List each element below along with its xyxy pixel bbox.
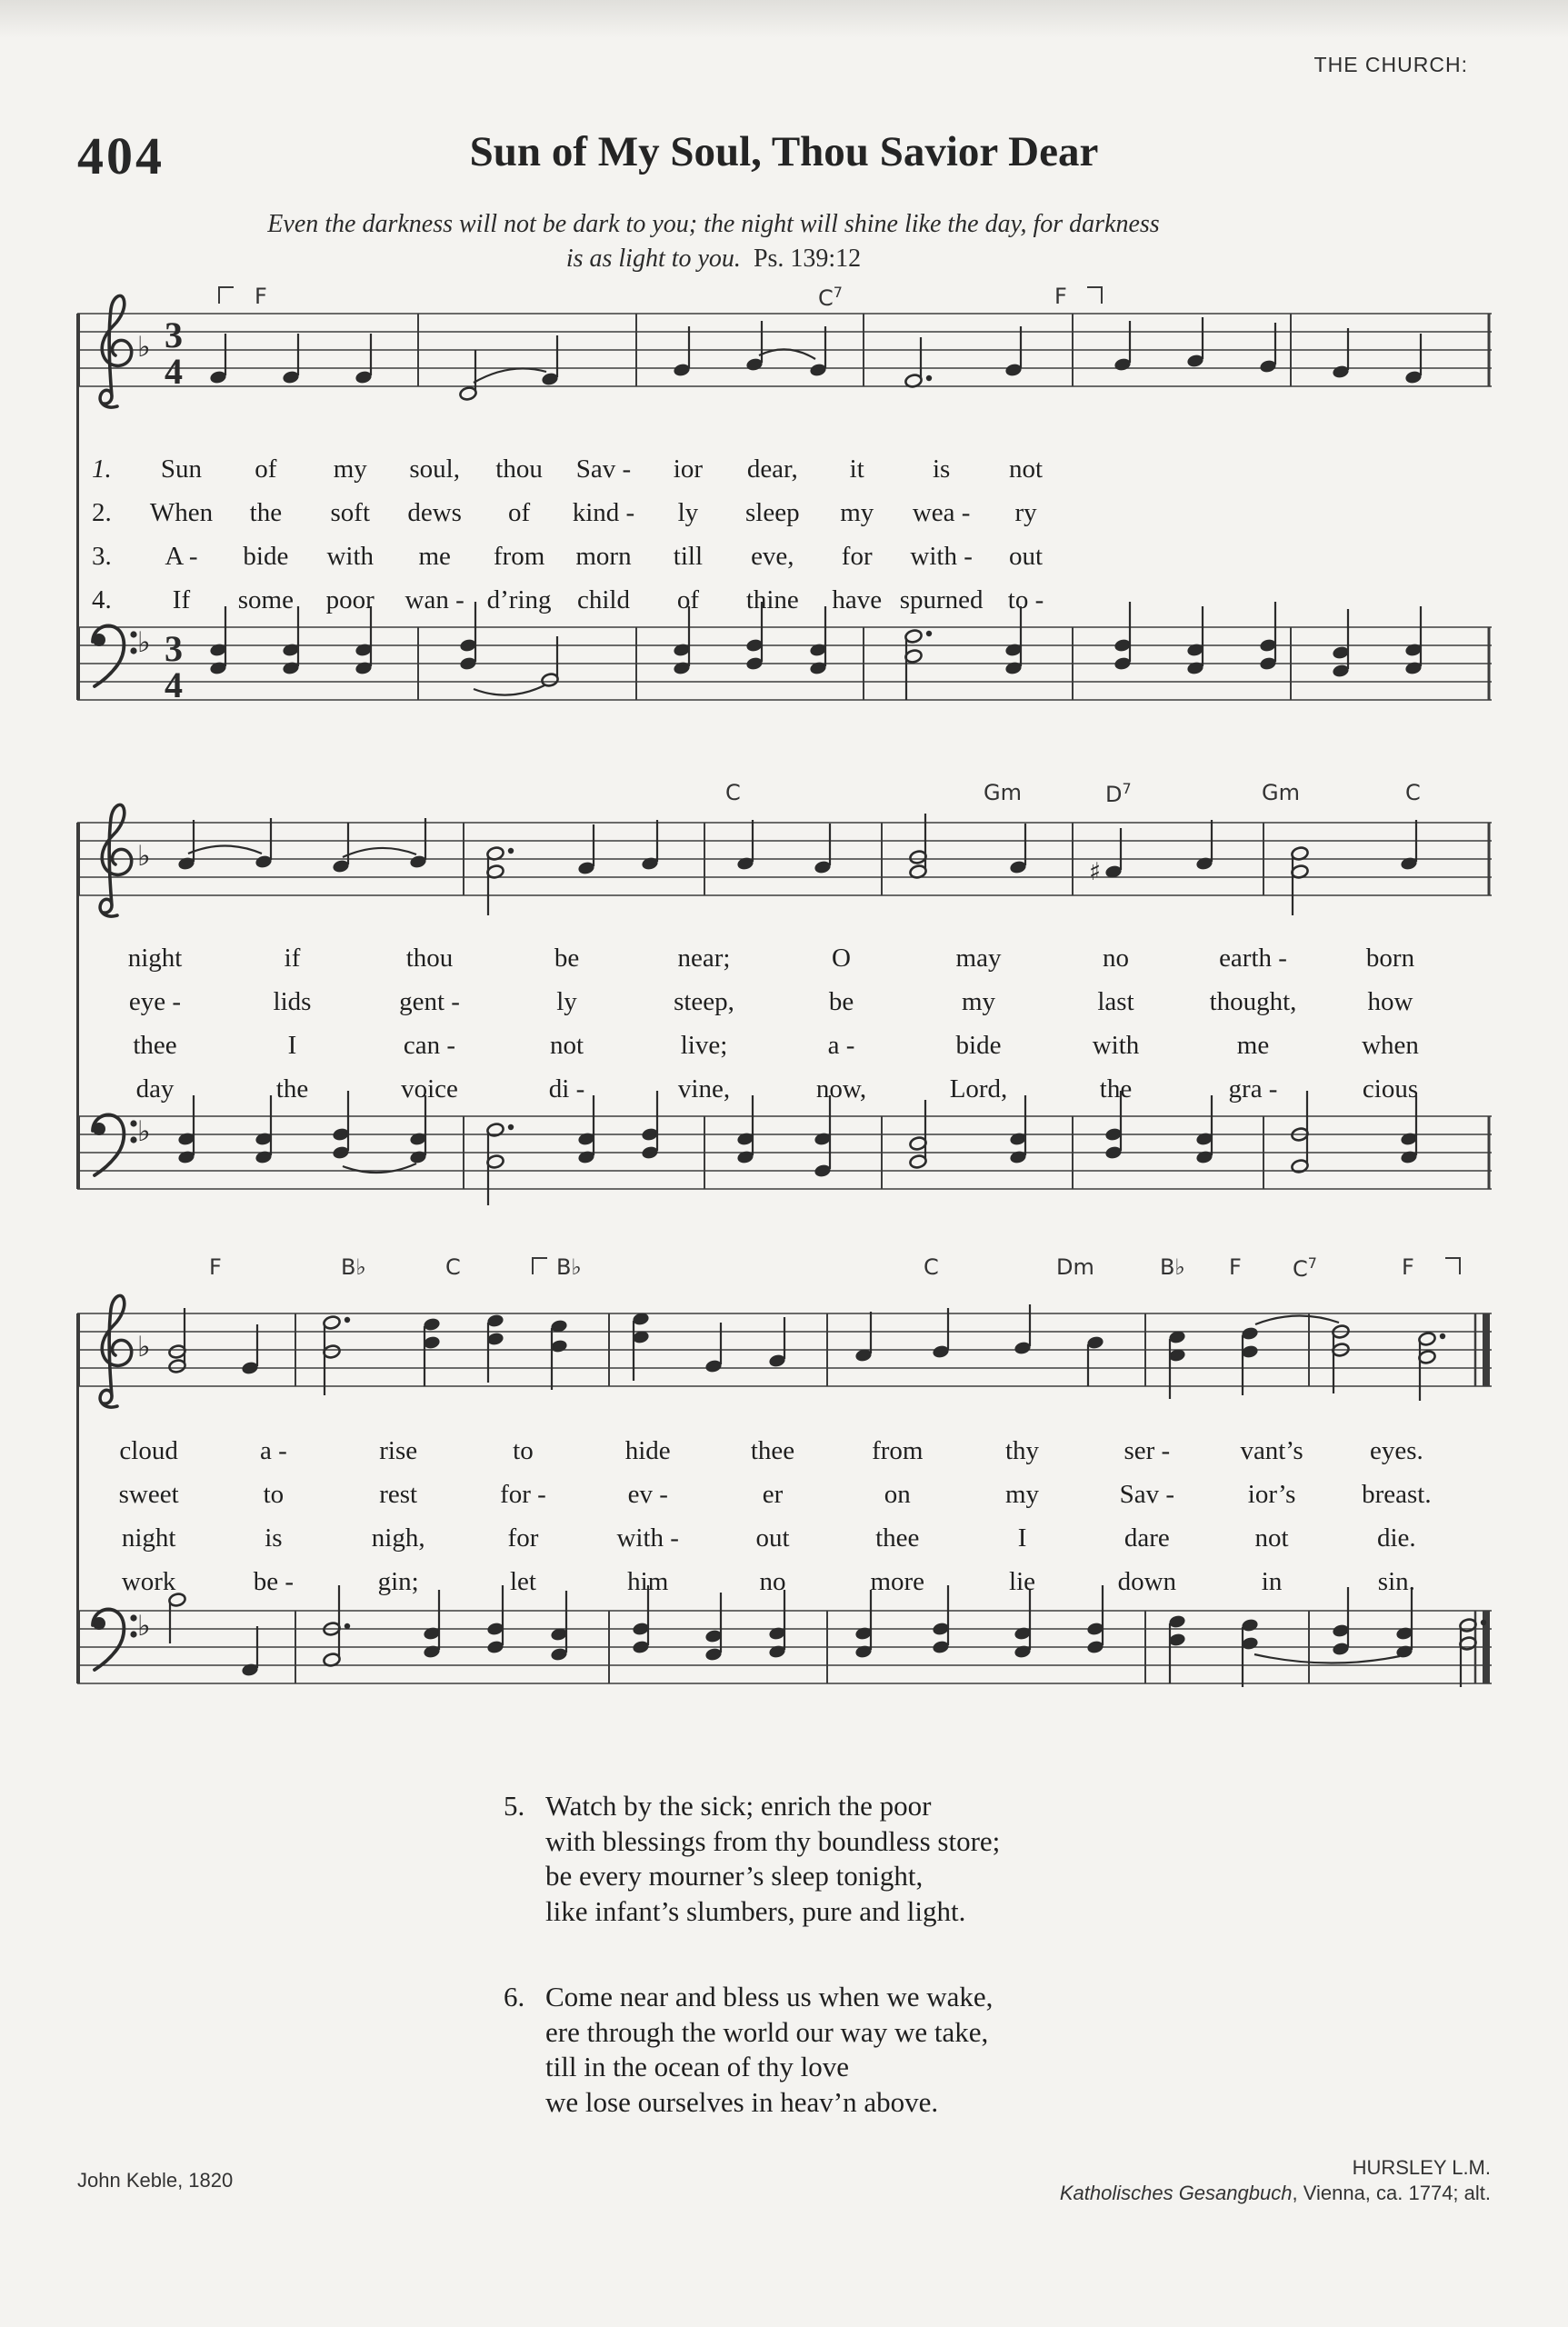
lyric-syllable: dare — [1124, 1523, 1170, 1553]
lyric-syllable: last — [1097, 986, 1134, 1016]
hymn-number: 404 — [77, 126, 165, 185]
lyric-syllable: child — [576, 584, 630, 614]
lyric-syllable: let — [509, 1566, 536, 1596]
lyric-syllable: born — [1365, 943, 1415, 973]
augmentation-dot — [508, 1124, 514, 1130]
lyric-syllable: gent - — [399, 986, 460, 1016]
lyric-syllable: Lord, — [949, 1074, 1008, 1104]
lyric-syllable: poor — [325, 584, 375, 614]
lyric-syllable: the — [249, 497, 283, 527]
scan-top-shade — [0, 0, 1568, 38]
tune-source-title: Katholisches Gesangbuch — [1059, 2182, 1293, 2204]
lyric-syllable: earth - — [1219, 943, 1287, 973]
accidental-sharp: ♯ — [1089, 858, 1102, 886]
system-barline-2 — [76, 823, 79, 1189]
lyric-syllable: from — [872, 1435, 924, 1465]
lyric-syllable: with - — [910, 541, 973, 571]
lyric-syllable: more — [870, 1566, 925, 1596]
lyric-syllable: hide — [624, 1435, 671, 1465]
lyric-syllable: gra - — [1228, 1074, 1278, 1104]
lyric-syllable: spurned — [899, 584, 984, 614]
lyric-syllable: my — [333, 454, 367, 484]
lyric-syllable: day — [135, 1074, 175, 1104]
lyric-syllable: wea - — [912, 497, 971, 527]
lyric-syllable: him — [627, 1566, 669, 1596]
verse-number: 3. — [92, 541, 112, 571]
chord-symbol: Gm — [1262, 780, 1300, 805]
lyric-syllable: breast. — [1362, 1479, 1432, 1509]
verse-line: like infant’s slumbers, pure and light. — [545, 1894, 966, 1927]
tune-source — [1060, 2182, 1491, 2205]
chord-symbol: B♭ — [341, 1254, 366, 1280]
lyric-syllable: to — [513, 1435, 534, 1465]
lyric-syllable: steep, — [674, 986, 734, 1016]
lyric-syllable: ry — [1014, 497, 1037, 527]
lyric-syllable: eye - — [128, 986, 182, 1016]
lyric-syllable: me — [418, 541, 451, 571]
verse-line: with blessings from thy boundless store; — [545, 1824, 1001, 1857]
chord-symbol: C — [924, 1254, 939, 1280]
verse-5-lines — [545, 1789, 1000, 1929]
lyric-syllable: ly — [556, 986, 577, 1016]
tie — [1255, 1315, 1339, 1324]
lyric-syllable: night — [127, 943, 183, 973]
tie — [474, 685, 544, 695]
verse-line: be every mourner’s sleep tonight, — [545, 1860, 924, 1892]
lyric-syllable: on — [884, 1479, 911, 1509]
verse-6-lines — [545, 1980, 993, 2120]
lyric-syllable: gin; — [377, 1566, 419, 1596]
treble-staff-3 — [77, 1268, 1495, 1445]
lyric-syllable: have — [832, 584, 883, 614]
lyric-syllable: A - — [165, 541, 198, 571]
lyric-syllable: rest — [379, 1479, 418, 1509]
lyric-syllable: be — [828, 986, 854, 1016]
lyrics-system-2 — [86, 936, 1459, 1111]
system-barline-1 — [76, 314, 79, 700]
lyric-syllable: ev - — [627, 1479, 668, 1509]
lyric-syllable: for - — [500, 1479, 546, 1509]
key-signature-flat: ♭ — [137, 1115, 151, 1148]
chord-symbol: B♭ — [1160, 1254, 1185, 1280]
lyric-syllable: be - — [253, 1566, 295, 1596]
tie — [188, 846, 262, 854]
chord-symbol: C — [725, 780, 741, 805]
verse-line: Come near and bless us when we wake, — [545, 1981, 994, 2012]
tune-source-rest: , Vienna, ca. 1774; alt. — [1292, 2182, 1491, 2204]
lyric-syllable: to - — [1007, 584, 1044, 614]
chord-symbol: $C^7$ — [1293, 1254, 1317, 1282]
lyric-syllable: ser - — [1124, 1435, 1171, 1465]
lyric-syllable: When — [149, 497, 214, 527]
chord-symbol: $C^7$ — [818, 284, 843, 311]
scripture-quote — [0, 207, 1427, 276]
chord-extension: 7 — [1122, 780, 1132, 797]
lyric-syllable: thought, — [1209, 986, 1297, 1016]
time-signature-top: 3 — [165, 315, 183, 355]
verse-line: Watch by the sick; enrich the poor — [545, 1790, 932, 1822]
author-credit: John Keble, 1820 — [77, 2169, 234, 2192]
augmentation-dot — [508, 848, 514, 854]
chord-extension: 7 — [833, 284, 843, 301]
lyric-syllable: night — [121, 1523, 176, 1553]
lyric-syllable: thy — [1005, 1435, 1040, 1465]
lyric-syllable: vine, — [677, 1074, 731, 1104]
lyric-syllable: no — [759, 1566, 786, 1596]
chord-symbol: F — [1229, 1254, 1242, 1280]
time-signature-top: 3 — [165, 628, 183, 669]
key-signature-flat: ♭ — [137, 1610, 151, 1643]
scripture-line2: is as light to you. — [565, 245, 741, 273]
lyric-syllable: thou — [495, 454, 543, 484]
bass-staff-3 — [77, 1583, 1495, 1743]
lyric-syllable: no — [1103, 943, 1129, 973]
lyric-syllable: is — [265, 1523, 283, 1553]
lyric-syllable: till — [673, 541, 704, 571]
key-signature-flat: ♭ — [137, 840, 151, 873]
hymn-title: Sun of My Soul, Thou Savior Dear — [469, 128, 1099, 175]
lyrics-system-1 — [86, 447, 1068, 622]
tune-name: HURSLEY L.M. — [1352, 2156, 1491, 2179]
bass-clef-icon — [93, 1114, 137, 1175]
lyric-syllable: lids — [273, 986, 312, 1016]
system-barline-3 — [76, 1313, 79, 1683]
lyric-syllable: is — [932, 454, 951, 484]
lyric-syllable: kind - — [572, 497, 635, 527]
bass-clef-icon — [93, 1609, 137, 1670]
lyrics-system-3 — [86, 1429, 1459, 1603]
verse-line: ere through the world our way we take, — [545, 2015, 989, 2048]
tie — [1254, 1654, 1400, 1663]
lyric-syllable: wan - — [404, 584, 464, 614]
lyric-syllable: not — [549, 1030, 584, 1060]
lyric-syllable: ior — [673, 454, 704, 484]
lyric-syllable: thee — [133, 1030, 177, 1060]
lyric-syllable: near; — [677, 943, 731, 973]
lyric-syllable: d’ring — [486, 584, 552, 614]
lyric-syllable: sin. — [1377, 1566, 1415, 1596]
lyric-syllable: some — [237, 584, 294, 614]
lyric-syllable: of — [507, 497, 531, 527]
lyric-syllable: how — [1367, 986, 1413, 1016]
lyric-syllable: er — [762, 1479, 784, 1509]
treble-staff-2 — [77, 777, 1495, 954]
time-signature-bottom: 4 — [165, 664, 183, 705]
chord-symbol: Gm — [984, 780, 1022, 805]
lyric-syllable: thou — [405, 943, 454, 973]
scripture-line1: Even the darkness will not be dark to you; the night will shine like the day, for darkness — [267, 210, 1160, 238]
chord-symbol: F — [1402, 1254, 1414, 1280]
lyric-syllable: rise — [379, 1435, 418, 1465]
verse-number: 2. — [92, 497, 112, 527]
treble-staff-1 — [77, 268, 1495, 445]
lyric-syllable: O — [832, 943, 851, 973]
lyric-syllable: die. — [1377, 1523, 1416, 1553]
verse-5-number: 5. — [504, 1790, 525, 1822]
lyric-syllable: bide — [955, 1030, 1002, 1060]
verse-number: 1. — [92, 454, 112, 484]
verse-number: 4. — [92, 584, 112, 614]
augmentation-dot — [1481, 1620, 1486, 1625]
lyric-syllable: to — [263, 1479, 285, 1509]
lyric-syllable: my — [1005, 1479, 1040, 1509]
bass-staff-2 — [77, 1089, 1495, 1248]
lyric-syllable: the — [275, 1074, 309, 1104]
scripture-ref-text: Ps. 139:12 — [753, 245, 862, 273]
lyric-syllable: dews — [407, 497, 462, 527]
chord-extension: 7 — [1307, 1254, 1317, 1272]
lyric-syllable: soft — [330, 497, 371, 527]
tie — [759, 349, 815, 359]
verse-6 — [504, 1980, 994, 2120]
lyric-syllable: a - — [260, 1435, 287, 1465]
key-signature-flat: ♭ — [137, 331, 151, 364]
tie — [343, 848, 416, 857]
augmentation-dot — [1440, 1333, 1445, 1339]
lyric-syllable: be — [554, 943, 580, 973]
key-signature-flat: ♭ — [137, 626, 151, 659]
lyric-syllable: Sun — [160, 454, 203, 484]
chord-symbol: C — [445, 1254, 461, 1280]
lyric-syllable: lie — [1009, 1566, 1036, 1596]
augmentation-dot — [926, 375, 932, 381]
verse-6-number: 6. — [504, 1981, 525, 2012]
lyric-syllable: di - — [548, 1074, 585, 1104]
lyric-syllable: my — [961, 986, 996, 1016]
tie — [474, 368, 546, 383]
lyric-syllable: work — [121, 1566, 176, 1596]
lyric-syllable: thee — [875, 1523, 920, 1553]
lyric-syllable: with — [326, 541, 375, 571]
lyric-syllable: eve, — [751, 541, 794, 571]
lyric-syllable: eyes. — [1369, 1435, 1423, 1465]
lyric-syllable: cious — [1362, 1074, 1419, 1104]
chord-symbol: $D^7$ — [1105, 780, 1132, 807]
lyric-syllable: out — [755, 1523, 790, 1553]
lyric-syllable: I — [1017, 1523, 1027, 1553]
lyric-syllable: bide — [243, 541, 289, 571]
time-signature-bottom: 4 — [165, 351, 183, 392]
lyric-syllable: cloud — [119, 1435, 178, 1465]
chord-symbol: F — [1054, 284, 1067, 309]
section-header: THE CHURCH: — [1313, 53, 1468, 76]
lyric-syllable: a - — [827, 1030, 855, 1060]
lyric-syllable: out — [1009, 541, 1044, 571]
lyric-syllable: thine — [745, 584, 799, 614]
lyric-syllable: If — [172, 584, 191, 614]
treble-clef-icon — [100, 804, 132, 916]
bass-clef-icon — [93, 625, 137, 686]
treble-clef-icon — [100, 1295, 132, 1407]
verse-line: till in the ocean of thy love — [545, 2051, 850, 2082]
key-signature-flat: ♭ — [137, 1331, 151, 1363]
lyric-syllable: can - — [403, 1030, 456, 1060]
lyric-syllable: me — [1236, 1030, 1270, 1060]
lyric-syllable: if — [284, 943, 301, 973]
lyric-syllable: morn — [575, 541, 632, 571]
lyric-syllable: may — [955, 943, 1002, 973]
lyric-syllable: thee — [750, 1435, 795, 1465]
treble-clef-icon — [100, 295, 132, 407]
lyric-syllable: live; — [680, 1030, 728, 1060]
lyric-syllable: sweet — [118, 1479, 179, 1509]
lyric-syllable: ior’s — [1247, 1479, 1296, 1509]
chord-symbol: Dm — [1056, 1254, 1094, 1280]
lyric-syllable: for — [507, 1523, 539, 1553]
lyric-syllable: of — [676, 584, 699, 614]
lyric-syllable: sleep — [745, 497, 800, 527]
lyric-syllable: Sav - — [575, 454, 632, 484]
lyric-syllable: now, — [815, 1074, 867, 1104]
lyric-syllable: the — [1099, 1074, 1133, 1104]
lyric-syllable: for — [841, 541, 873, 571]
lyric-syllable: with — [1092, 1030, 1140, 1060]
lyric-syllable: of — [255, 454, 277, 484]
lyric-syllable: ly — [677, 497, 699, 527]
lyric-syllable: when — [1362, 1030, 1419, 1060]
lyric-syllable: not — [1254, 1523, 1289, 1553]
lyric-syllable: my — [840, 497, 874, 527]
lyric-syllable: nigh, — [371, 1523, 425, 1553]
lyric-syllable: down — [1117, 1566, 1177, 1596]
lyric-syllable: in — [1261, 1566, 1283, 1596]
chord-symbol: F — [209, 1254, 222, 1280]
lyric-syllable: from — [493, 541, 545, 571]
lyric-syllable: voice — [401, 1074, 458, 1104]
lyric-syllable: with - — [616, 1523, 679, 1553]
verse-5 — [504, 1789, 1001, 1929]
chord-symbol: F — [255, 284, 267, 309]
lyric-syllable: it — [849, 454, 864, 484]
lyric-syllable: soul, — [409, 454, 460, 484]
chord-symbol: C — [1405, 780, 1421, 805]
augmentation-dot — [345, 1623, 350, 1629]
verse-line: we lose ourselves in heav’n above. — [545, 2085, 939, 2118]
lyric-syllable: dear, — [746, 454, 798, 484]
chord-symbol: B♭ — [556, 1254, 582, 1280]
augmentation-dot — [345, 1317, 350, 1323]
lyric-syllable: I — [287, 1030, 297, 1060]
lyric-syllable: Sav - — [1119, 1479, 1175, 1509]
lyric-syllable: not — [1009, 454, 1044, 484]
bass-staff-1 — [77, 600, 1495, 759]
lyric-syllable: vant’s — [1240, 1435, 1303, 1465]
augmentation-dot — [926, 631, 932, 636]
